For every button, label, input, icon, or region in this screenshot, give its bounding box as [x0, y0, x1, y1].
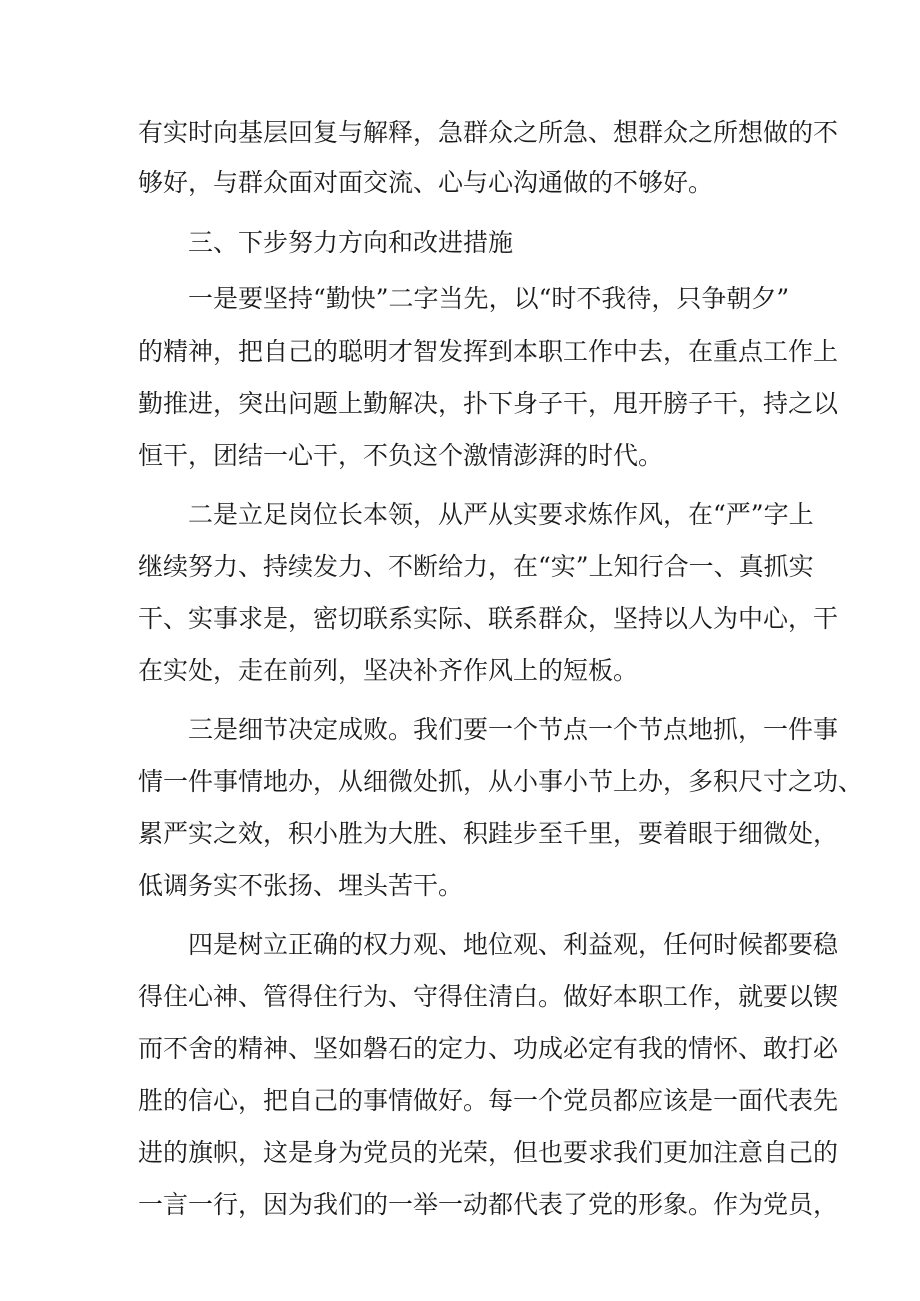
text-line-13: 情一件事情地办，从细微处抓，从小事小节上办，多积尺寸之功、: [138, 767, 864, 796]
text-line-8: 二是立足岗位长本领，从严从实要求炼作风，在“严”字上: [188, 500, 814, 529]
text-line-7: 恒干，团结一心干，不负这个激情澎湃的时代。: [138, 441, 664, 470]
text-line-4: 一是要坚持“勤快”二字当先，以“时不我待，只争朝夕”: [188, 284, 790, 313]
text-line-18: 而不舍的精神、坚如磐石的定力、功成必定有我的情怀、敢打必: [138, 1034, 839, 1063]
text-line-16: 四是树立正确的权力观、地位观、利益观，任何时候都要稳: [188, 930, 839, 959]
text-line-17: 得住心神、管得住行为、守得住清白。做好本职工作，就要以锲: [138, 982, 839, 1011]
text-line-20: 进的旗帜，这是身为党员的光荣，但也要求我们更加注意自己的: [138, 1138, 839, 1167]
text-line-14: 累严实之效，积小胜为大胜、积跬步至千里，要着眼于细微处，: [138, 819, 839, 848]
text-line-10: 干、实事求是，密切联系实际、联系群众，坚持以人为中心，干: [138, 604, 839, 633]
text-line-15: 低调务实不张扬、埋头苦干。: [138, 871, 464, 900]
text-line-1: 有实时向基层回复与解释，急群众之所急、想群众之所想做的不: [138, 118, 839, 147]
text-line-6: 勤推进，突出问题上勤解决，扑下身子干，甩开膀子干，持之以: [138, 389, 839, 418]
text-line-9: 继续努力、持续发力、不断给力，在“实”上知行合一、真抓实: [138, 552, 814, 581]
text-line-5: 的精神，把自己的聪明才智发挥到本职工作中去，在重点工作上: [138, 337, 839, 366]
section-heading: 三、下步努力方向和改进措施: [188, 228, 514, 257]
text-line-12: 三是细节决定成败。我们要一个节点一个节点地抓，一件事: [188, 715, 839, 744]
text-line-19: 胜的信心，把自己的事情做好。每一个党员都应该是一面代表先: [138, 1086, 839, 1115]
text-line-2: 够好，与群众面对面交流、心与心沟通做的不够好。: [138, 168, 714, 197]
text-line-21: 一言一行，因为我们的一举一动都代表了党的形象。作为党员，: [138, 1190, 839, 1219]
text-line-11: 在实处，走在前列，坚决补齐作风上的短板。: [138, 656, 639, 685]
